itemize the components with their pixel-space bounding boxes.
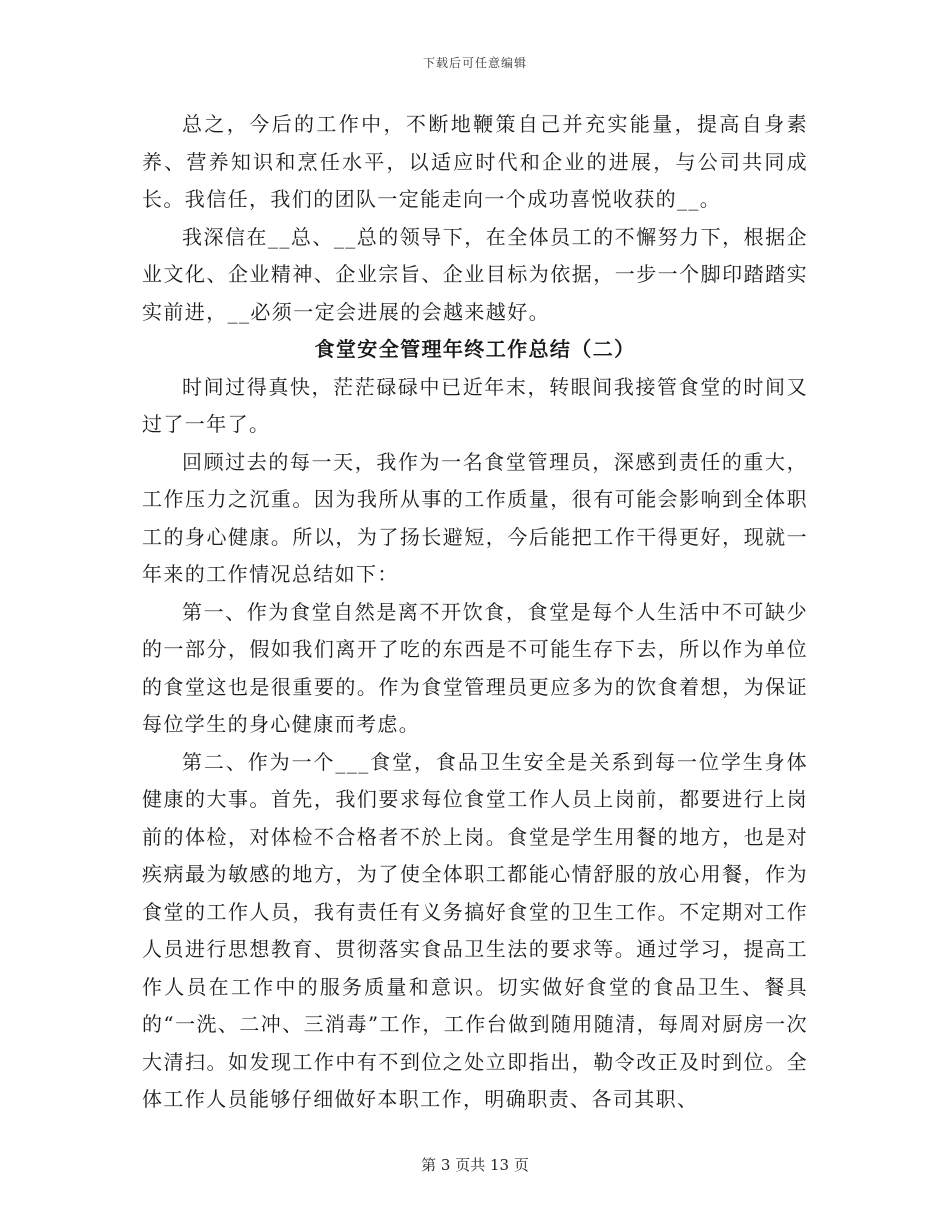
paragraph-time: 时间过得真快，茫茫碌碌中已近年末，转眼间我接管食堂的时间又过了一年了。 xyxy=(142,374,808,436)
page-header-note: 下载后可任意编辑 xyxy=(422,56,527,70)
section-title: 食堂安全管理年终工作总结（二） xyxy=(314,337,636,361)
paragraph-review: 回顾过去的每一天，我作为一名食堂管理员，深感到责任的重大，工作压力之沉重。因为我所从事的工作质量，很有可能会影响到全体职工的身心健康。所以，为了扬长避短，今后能把工作干得更好，现就一年来的工作情况总结如下： xyxy=(142,449,808,586)
paragraph-first: 第一、作为食堂自然是离不开饮食，食堂是每个人生活中不可缺少的一部分，假如我们离开了吃的东西是不可能生存下去，所以作为单位的食堂这也是很重要的。作为食堂管理员更应多为的饮食着想，为保证每位学生的身心健康而考虑。 xyxy=(142,599,808,736)
paragraph-conclusion: 总之，今后的工作中，不断地鞭策自己并充实能量，提高自身素养、营养知识和烹任水平，以适应时代和企业的进展，与公司共同成长。我信任，我们的团队一定能走向一个成功喜悦收获的__。 xyxy=(142,112,808,211)
paragraph-second: 第二、作为一个___食堂，食品卫生安全是关系到每一位学生身体健康的大事。首先，我们要求每位食堂工作人员上岗前，都要进行上岗前的体检，对体检不合格者不於上岗。食堂是学生用餐的地方，也是对疾病最为敏感的地方，为了使全体职工都能心情舒服的放心用餐，作为食堂的工作人员，我有责任有义务搞好食堂的卫生工作。不定期对工作人员进行思想教育、贯彻落实食品卫生法的要求等。通过学习，提高工作人员在工作中的服务质量和意识。切实做好食堂的食品卫生、餐具的“一洗、二冲、三消毒”工作，工作台做到随用随清，每周对厨房一次大清扫。如发现工作中有不到位之处立即指出，勒令改正及时到位。全体工作人员能够仔细做好本职工作，明确职责、各司其职、 xyxy=(142,749,808,1111)
page-number: 第 3 页共 13 页 xyxy=(421,1156,529,1174)
paragraph-belief: 我深信在__总、__总的领导下，在全体员工的不懈努力下，根据企业文化、企业精神、企业宗旨、企业目标为依据，一步一个脚印踏踏实实前进，__必须一定会进展的会越来越好。 xyxy=(142,224,808,324)
document-body xyxy=(142,106,808,1119)
